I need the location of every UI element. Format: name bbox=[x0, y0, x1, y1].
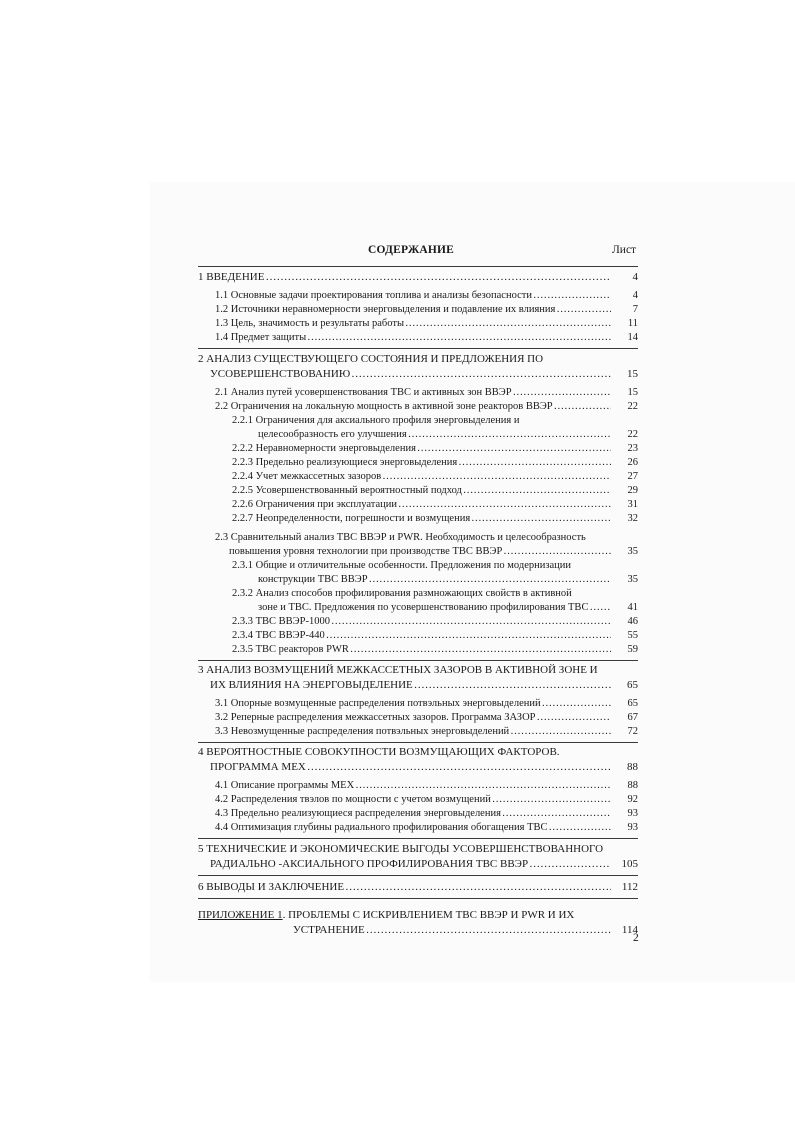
dot-leader bbox=[382, 470, 611, 484]
dot-leader bbox=[537, 711, 612, 725]
dot-leader bbox=[307, 331, 611, 345]
toc-entry-first-line: 3 АНАЛИЗ ВОЗМУЩЕНИЙ МЕЖКАССЕТНЫХ ЗАЗОРОВ В АКТИВНОЙ ЗОНЕ И bbox=[198, 664, 598, 676]
toc-entry-title: УСОВЕРШЕНСТВОВАНИЮ bbox=[210, 368, 351, 380]
toc-entry-page: 23 bbox=[627, 443, 638, 454]
dot-leader bbox=[554, 400, 611, 414]
dot-leader bbox=[265, 270, 611, 285]
toc-entry bbox=[198, 498, 638, 512]
toc-entry bbox=[198, 779, 638, 793]
toc-entry-first-line: 2.2.1 Ограничения для аксиального профиля энерговыделения и bbox=[232, 415, 520, 426]
appendix-title: . ПРОБЛЕМЫ С ИСКРИВЛЕНИЕМ ТВС ВВЭР И PWR И ИХ bbox=[282, 909, 575, 921]
toc-entry-first-line bbox=[198, 908, 638, 923]
toc-entry-title: 1.4 Предмет защиты bbox=[215, 332, 307, 343]
toc-entry bbox=[198, 880, 638, 895]
dot-leader bbox=[503, 545, 611, 559]
toc-entry bbox=[198, 615, 638, 629]
toc-heading: СОДЕРЖАНИЕ bbox=[367, 244, 455, 256]
toc-entry-page: 11 bbox=[627, 318, 638, 329]
toc-entry bbox=[198, 367, 638, 382]
toc-entry-page: 15 bbox=[627, 387, 638, 398]
toc-entry-first-line: 2.3 Сравнительный анализ ТВС ВВЭР и PWR. Необходимость и целесообразность bbox=[215, 532, 586, 543]
toc-entry bbox=[198, 545, 638, 559]
toc-entry-title: ПРОГРАММА МЕХ bbox=[210, 761, 306, 773]
dot-leader bbox=[458, 456, 611, 470]
toc-entry-title: 4.1 Описание программы МЕХ bbox=[215, 780, 355, 791]
toc-entry-page: 35 bbox=[627, 546, 638, 557]
dot-leader bbox=[533, 289, 611, 303]
toc-entry-title: 6 ВЫВОДЫ И ЗАКЛЮЧЕНИЕ bbox=[198, 881, 345, 893]
toc-entry-title: 3.2 Реперные распределения межкассетных зазоров. Программа ЗАЗОР bbox=[215, 712, 536, 723]
dot-leader bbox=[502, 807, 611, 821]
toc-entry-page: 92 bbox=[627, 794, 638, 805]
toc-entry-title: 4.4 Оптимизация глубины радиального профилирования обогащения ТВС bbox=[215, 822, 548, 833]
toc-entry bbox=[198, 793, 638, 807]
toc-entry-page: 112 bbox=[621, 881, 638, 893]
toc-entry bbox=[198, 442, 638, 456]
dot-leader bbox=[463, 484, 611, 498]
toc-entry bbox=[198, 629, 638, 643]
toc-entry-title: конструкции ТВС ВВЭР bbox=[258, 574, 368, 585]
toc-entry bbox=[198, 317, 638, 331]
dot-leader bbox=[417, 442, 611, 456]
dot-leader bbox=[549, 821, 612, 835]
toc-entry-title: 2.2.2 Неравномерности энерговыделения bbox=[232, 443, 416, 454]
toc-entry bbox=[198, 386, 638, 400]
dot-leader bbox=[345, 880, 611, 895]
dot-leader bbox=[326, 629, 611, 643]
toc-entry-page: 93 bbox=[627, 808, 638, 819]
dot-leader bbox=[513, 386, 611, 400]
toc-entry bbox=[198, 697, 638, 711]
toc-entry-page: 41 bbox=[627, 602, 638, 613]
toc-entry-page: 31 bbox=[627, 499, 638, 510]
toc-entry-title: РАДИАЛЬНО -АКСИАЛЬНОГО ПРОФИЛИРОВАНИЯ ТВС ВВЭР bbox=[210, 858, 529, 870]
dot-leader bbox=[355, 779, 611, 793]
toc-entry bbox=[198, 857, 638, 872]
toc-entry-first-line: 5 ТЕХНИЧЕСКИЕ И ЭКОНОМИЧЕСКИЕ ВЫГОДЫ УСОВЕРШЕНСТВОВАННОГО bbox=[198, 843, 604, 855]
toc-entry-title: 1 ВВЕДЕНИЕ bbox=[198, 271, 265, 283]
dot-leader bbox=[307, 760, 611, 775]
toc-entry-page: 105 bbox=[621, 858, 638, 870]
dot-leader bbox=[414, 678, 611, 693]
toc-entry-title: зоне и ТВС. Предложения по усовершенствованию профилирования ТВС bbox=[258, 602, 589, 613]
toc-entry-title: 2.2 Ограничения на локальную мощность в активной зоне реакторов ВВЭР bbox=[215, 401, 553, 412]
toc-entry-page: 88 bbox=[627, 780, 638, 791]
dot-leader bbox=[510, 725, 611, 739]
dot-leader bbox=[471, 512, 611, 526]
toc-entry-page: 4 bbox=[632, 271, 638, 283]
toc-entry bbox=[198, 470, 638, 484]
toc-entry-title: 1.1 Основные задачи проектирования топлива и анализы безопасности bbox=[215, 290, 532, 301]
toc-entry bbox=[198, 512, 638, 526]
toc-entry-title: 1.3 Цель, значимость и результаты работы bbox=[215, 318, 405, 329]
dot-leader bbox=[331, 615, 611, 629]
toc-entry bbox=[198, 303, 638, 317]
toc-entry-page: 65 bbox=[627, 698, 638, 709]
toc-entry bbox=[198, 643, 638, 657]
dot-leader bbox=[529, 857, 611, 872]
toc-entry-first-line: 2.3.1 Общие и отличительные особенности. Предложения по модернизации bbox=[232, 560, 572, 571]
toc-entry-page: 59 bbox=[627, 644, 638, 655]
toc-entry-title: 1.2 Источники неравномерности энерговыделения и подавление их влияния bbox=[215, 304, 556, 315]
toc-entry-page: 114 bbox=[621, 924, 638, 936]
toc-entry-title: 3.3 Невозмущенные распределения потвэльных энерговыделений bbox=[215, 726, 510, 737]
toc-entry bbox=[198, 678, 638, 693]
dot-leader bbox=[350, 643, 611, 657]
toc-entry-page: 93 bbox=[627, 822, 638, 833]
toc-entry-page: 32 bbox=[627, 513, 638, 524]
toc-entry-title: 2.1 Анализ путей усовершенствования ТВС и активных зон ВВЭР bbox=[215, 387, 512, 398]
toc-entry-page: 7 bbox=[632, 304, 638, 315]
toc-entry-page: 35 bbox=[627, 574, 638, 585]
toc-entry-title: 2.2.5 Усовершенствованный вероятностный подход bbox=[232, 485, 462, 496]
toc-entry-page: 14 bbox=[627, 332, 638, 343]
toc-entry bbox=[198, 400, 638, 414]
toc-entry-page: 4 bbox=[632, 290, 638, 301]
toc-entry bbox=[198, 807, 638, 821]
toc-entry-page: 55 bbox=[627, 630, 638, 641]
toc-entry-page: 72 bbox=[627, 726, 638, 737]
toc-entry-title: 2.2.3 Предельно реализующиеся энерговыделения bbox=[232, 457, 458, 468]
toc-entry bbox=[198, 821, 638, 835]
toc-entry-page: 46 bbox=[627, 616, 638, 627]
toc-entry-page: 88 bbox=[627, 761, 638, 773]
toc-entry-page: 65 bbox=[627, 679, 638, 691]
toc-entry-title: 2.2.7 Неопределенности, погрешности и возмущения bbox=[232, 513, 471, 524]
toc-entry bbox=[198, 760, 638, 775]
toc-entry bbox=[198, 725, 638, 739]
dot-leader bbox=[405, 317, 611, 331]
toc-entry-page: 26 bbox=[627, 457, 638, 468]
toc-entry bbox=[198, 289, 638, 303]
dot-leader bbox=[542, 697, 611, 711]
dot-leader bbox=[369, 573, 611, 587]
toc-entry bbox=[198, 923, 638, 938]
toc-entry-title: УСТРАНЕНИЕ bbox=[293, 924, 365, 936]
page-column-label: Лист bbox=[612, 244, 637, 256]
page-number: 2 bbox=[633, 932, 639, 944]
toc-entry bbox=[198, 331, 638, 345]
toc-entry bbox=[198, 428, 638, 442]
toc-entry bbox=[198, 573, 638, 587]
dot-leader bbox=[351, 367, 611, 382]
toc-entry bbox=[198, 456, 638, 470]
toc-entry bbox=[198, 484, 638, 498]
toc-entry-title: 2.3.3 ТВС ВВЭР-1000 bbox=[232, 616, 330, 627]
dot-leader bbox=[398, 498, 611, 512]
toc-entry-title: 4.2 Распределения твэлов по мощности с учетом возмущений bbox=[215, 794, 491, 805]
toc-entry-title: 2.2.4 Учет межкассетных зазоров bbox=[232, 471, 382, 482]
toc-entry-page: 27 bbox=[627, 471, 638, 482]
toc-entry-title: 2.2.6 Ограничения при эксплуатации bbox=[232, 499, 398, 510]
toc-entry-title: 2.3.4 ТВС ВВЭР-440 bbox=[232, 630, 325, 641]
toc-entry bbox=[198, 270, 638, 285]
toc-entry-title: повышения уровня технологии при производстве ТВС ВВЭР bbox=[229, 546, 503, 557]
toc-entry-page: 15 bbox=[627, 368, 638, 380]
toc-entry-title: 4.3 Предельно реализующиеся распределения энерговыделения bbox=[215, 808, 501, 819]
toc-entry-title: ИХ ВЛИЯНИЯ НА ЭНЕРГОВЫДЕЛЕНИЕ bbox=[210, 679, 413, 691]
toc-entry bbox=[198, 601, 638, 615]
toc-entry-page: 22 bbox=[627, 401, 638, 412]
dot-leader bbox=[589, 601, 611, 615]
toc-entry-first-line: 2.3.2 Анализ способов профилирования размножающих свойств в активной bbox=[232, 588, 572, 599]
appendix-label: ПРИЛОЖЕНИЕ 1 bbox=[198, 909, 283, 921]
toc-entry-page: 22 bbox=[627, 429, 638, 440]
toc-entry-page: 67 bbox=[627, 712, 638, 723]
dot-leader bbox=[492, 793, 611, 807]
toc-entry-first-line: 4 ВЕРОЯТНОСТНЫЕ СОВОКУПНОСТИ ВОЗМУЩАЮЩИХ ФАКТОРОВ. bbox=[198, 746, 560, 758]
toc-entry-title: 3.1 Опорные возмущенные распределения потвэльных энерговыделений bbox=[215, 698, 541, 709]
toc-entry-title: целесообразность его улучшения bbox=[258, 429, 407, 440]
toc-entry-title: 2.3.5 ТВС реакторов PWR bbox=[232, 644, 349, 655]
dot-leader bbox=[366, 923, 611, 938]
toc-entry bbox=[198, 711, 638, 725]
table-of-contents bbox=[198, 266, 638, 938]
dot-leader bbox=[408, 428, 611, 442]
dot-leader bbox=[556, 303, 611, 317]
toc-entry-page: 29 bbox=[627, 485, 638, 496]
toc-entry-first-line: 2 АНАЛИЗ СУЩЕСТВУЮЩЕГО СОСТОЯНИЯ И ПРЕДЛОЖЕНИЯ ПО bbox=[198, 353, 544, 365]
